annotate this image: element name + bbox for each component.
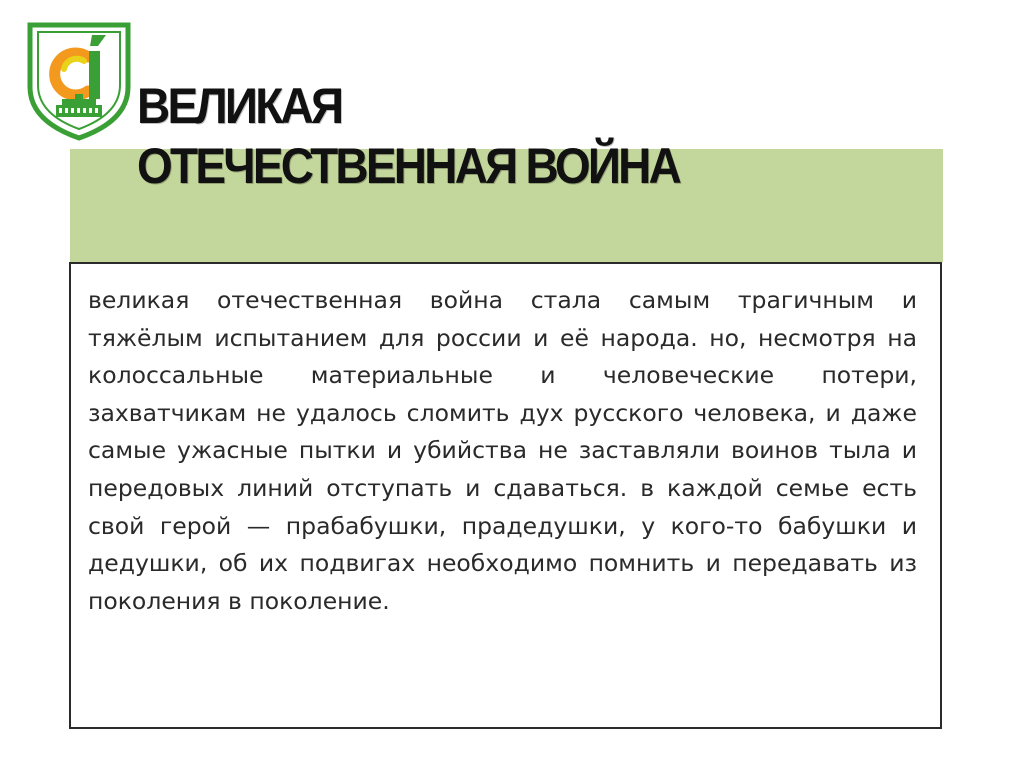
- slide-title: [137, 76, 873, 196]
- college-shield-logo-icon: [26, 17, 132, 141]
- body-paragraph: великая отечественная война стала самым трагичным и тяжёлым испытанием для россии и её народа. но, несмотря на колоссальные материальные и человеческие потери, захватчикам не удалось сломить дух русского человека, и даже самые ужасные пытки и убийства не заставляли воинов тыла и передовых линий отступать и сдаваться. в каждой семье есть свой герой — прабабушки, прадедушки, у кого-то бабушки и дедушки, об их подвигах необходимо помнить и передавать из поколения в поколение.: [88, 286, 917, 615]
- slide-title-line-1: ВЕЛИКАЯ: [137, 78, 342, 134]
- slide-title-line-2: ОТЕЧЕСТВЕННАЯ ВОЙНА: [137, 138, 680, 194]
- body-text-box: [69, 262, 942, 729]
